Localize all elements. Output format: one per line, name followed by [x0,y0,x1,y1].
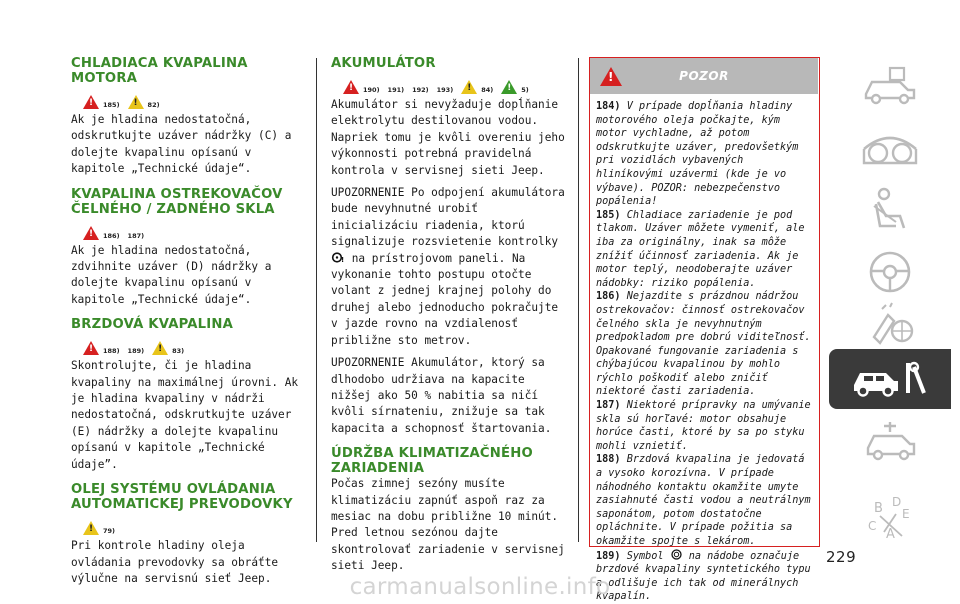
transmission-title-line2: AUTOMATICKEJ PREVODOVKY [71,497,293,513]
tab-car-info[interactable] [829,57,951,117]
warning-item-number: 184) [596,101,621,112]
ref-link[interactable]: 192) [412,86,429,94]
warning-box [589,57,820,603]
svg-text:A: A [886,527,895,542]
warning-item [596,209,816,291]
washer-title-line2: ČELNÉHO / ZADNÉHO SKLA [71,201,275,217]
warning-item-number: 185) [596,209,621,221]
tab-steering[interactable] [829,242,951,302]
car-wrench-icon [850,359,930,399]
svg-text:D: D [892,495,902,509]
battery-text-2-end: na prístrojovom paneli. Na vykonanie tohto postupu otočte volant z jednej krajnej polohy do druhej alebo jednoducho pokračujte v jazde rovno na vzdialenosť približne sto metrov. [331,251,559,347]
ref-link[interactable]: 79) [103,527,116,536]
ac-text: Počas zimnej sezóny musíte klimatizáciu zapnúť aspoň raz za mesiac na dobu približne 10 minút. Pred letnou sezónou dajte skontrolovať zariadenie v servisnej sieti Jeep. [331,477,565,573]
tab-index[interactable] [829,490,951,550]
warning-item [596,100,816,209]
transmission-refs [71,515,303,535]
section-coolant [71,56,303,178]
brake-title-line1: BRZDOVÁ KVAPALINA [71,317,234,333]
watermark: carmanualsonline.info [349,574,611,600]
caution-triangle-icon [128,95,144,109]
warning-item [596,399,816,453]
warning-title: POZOR [679,69,729,83]
ref-link[interactable]: 82) [147,101,160,109]
tab-warning-lights[interactable] [829,296,951,356]
warning-item-text: Brzdová kvapalina je jedovatá a vysoko korozívna. V prípade náhodného kontaktu okamžite umyte zasiahnuté časti vodou a neutrálnym saponátom, potom dostatočne opláchnite. V prípade požitia sa okamžite spojte s lekárom. [596,454,811,547]
section-ac [331,446,567,574]
warning-content [596,100,816,604]
ref-link[interactable]: 5) [521,86,529,94]
ac-title-line1: ÚDRŽBA KLIMATIZAČNÉHO [331,446,533,462]
warning-triangle-icon [343,80,359,94]
brake-text: Skontrolujte, či je hladina kvapaliny na maximálnej úrovni. Ak je hladina kvapaliny v nádrži nedostatočná, odskrutkujte uzáver (E) nádržky a dolejte kvapalinu opísanú v kapitole „Technické údaje”. [71,359,299,471]
section-battery [331,56,567,437]
warning-item-text: Niektoré prípravky na umývanie skla sú horľavé: motor obsahuje horúce časti, ktoré by sa po styku mohli vznietiť. [596,400,811,452]
warning-item-text: na nádobe označuje brzdové kvapaliny syntetického typu a odlišuje ich tak od minerálnych kvapalín. [596,550,811,603]
caution-triangle-icon [83,521,99,535]
section-brake [71,317,303,473]
washer-text: Ak je hladina nedostatočná, zdvihnite uzáver (D) nádržky a dolejte kvapalinu opísanú v kapitole „Technické údaje“. [71,243,272,306]
caution-triangle-icon [152,341,168,355]
warning-item [596,290,816,399]
ref-link[interactable]: 186) [103,231,120,240]
warning-item-text: V prípade dopĺňania hladiny motorového oleja počkajte, kým motor vychladne, až potom odskrutkujte uzáver, predovšetkým pri vozidlách vybavených hliníkovými uzávermi (kde je vo výbave). POZOR: nebezpečenstvo popálenia! [596,101,799,208]
ref-link[interactable]: 193) [436,86,454,94]
column-divider [578,58,579,542]
warning-item-number: 189) [596,550,621,562]
transmission-title [71,482,303,512]
coolant-refs [71,89,303,109]
ref-link[interactable]: 188) [103,347,120,356]
caution-triangle-icon [461,80,477,94]
tab-maintenance[interactable] [829,349,951,409]
coolant-title-line1: CHLADIACA KVAPALINA [71,56,248,71]
battery-title: AKUMULÁTOR [331,56,436,71]
car-info-icon [860,64,920,110]
battery-text-3: UPOZORNENIE Akumulátor, ktorý sa dlhodobo udržiava na kapacite nižšej ako 50 % nabitia sa ničí kvôli sírnateniu, znižuje sa tak kapacita a schopnosť štartovania. [331,356,552,435]
ref-link[interactable]: 83) [172,347,185,356]
radio-icon [860,418,920,464]
battery-text-2-start: UPOZORNENIE Po odpojení akumulátora bude nevyhnutné urobiť inicializáciu riadenia, ktorú signalizuje rozsvietenie kontrolky [331,186,565,249]
warning-item-number: 188) [596,454,621,466]
steering-wheel-icon [865,247,915,297]
warning-item-text: Nejazdite s prázdnou nádržou ostrekovačov: činnosť ostrekovačov čelného skla je nevyhnutným predpokladom pre dobrú viditeľnosť. Opakované fungovanie zariadenia s chýbajúcou kvapalinou by mohlo rýchlo poškodiť alebo zničiť niektoré časti zariadenia. [596,291,811,398]
index-icon [860,492,920,548]
column-divider [316,58,317,542]
section-transmission [71,482,303,587]
seat-safety-icon [860,186,920,234]
ref-link[interactable]: 191) [387,86,405,94]
battery-text-2 [331,185,567,349]
transmission-text: Pri kontrole hladiny oleja ovládania prevodovky sa obráťte výlučne na servisnú sieť Jeep. [71,539,279,585]
column-middle [331,56,567,575]
warning-item [596,453,816,548]
ref-link[interactable]: 84) [481,86,494,94]
warning-triangle-icon [83,95,99,109]
warning-item-text: Symbol [626,550,664,562]
dashboard-icon [858,125,922,171]
svg-text:E: E [902,507,910,521]
coolant-text: Ak je hladina nedostatočná, odskrutkujte uzáver nádržky (C) a dolejte kvapalinu opísanú v kapitole „Technické údaje“. [71,113,292,176]
ac-title [331,446,567,476]
battery-refs [331,74,567,94]
tab-dashboard[interactable] [829,118,951,178]
ref-link[interactable]: 185) [103,101,120,109]
svg-text:!: ! [341,255,345,263]
washer-title [71,187,303,217]
coolant-title-line2: MOTORA [71,71,138,86]
warning-item-number: 187) [596,400,621,412]
brake-title [71,317,303,332]
steering-warning-icon [331,252,345,263]
tab-radio[interactable] [829,411,951,471]
battery-text-1: Akumulátor si nevyžaduje dopĺňanie elektrolytu destilovanou vodou. Napriek tomu je kvôli overeniu jeho výkonnosti potrebná pravidelná kontrola v servisnej sieti Jeep. [331,98,565,177]
warning-triangle-icon [83,226,99,240]
page-number: 229 [826,548,857,566]
warning-header [590,58,818,94]
brake-refs [71,335,303,355]
warning-item-number: 186) [596,291,621,303]
environment-triangle-icon [501,80,517,94]
warning-item-text: Chladiace zariadenie je pod tlakom. Uzáver môžete vymeniť, ale iba za originálny, inak sa môže znížiť účinnosť zariadenia. Ak je motor teplý, neodoberajte uzáver nádobky: riziko popálenia. [596,209,805,289]
ref-link[interactable]: 189) [127,347,145,356]
section-washer [71,187,303,309]
coolant-title [71,56,303,86]
svg-text:C: C [868,519,877,533]
washer-title-line1: KVAPALINA OSTREKOVAČOV [71,186,283,202]
column-left [71,56,303,587]
svg-text:B: B [874,501,883,516]
tab-seat-safety[interactable] [829,180,951,240]
ref-link[interactable]: 190) [363,86,380,94]
ref-link[interactable]: 187) [127,231,145,240]
warning-triangle-icon [83,341,99,355]
ac-title-line2: ZARIADENIA [331,461,425,477]
transmission-title-line1: OLEJ SYSTÉMU OVLÁDANIA [71,482,276,498]
warning-light-icon [862,301,918,351]
washer-refs [71,220,303,240]
brake-fluid-symbol-icon [670,549,683,560]
